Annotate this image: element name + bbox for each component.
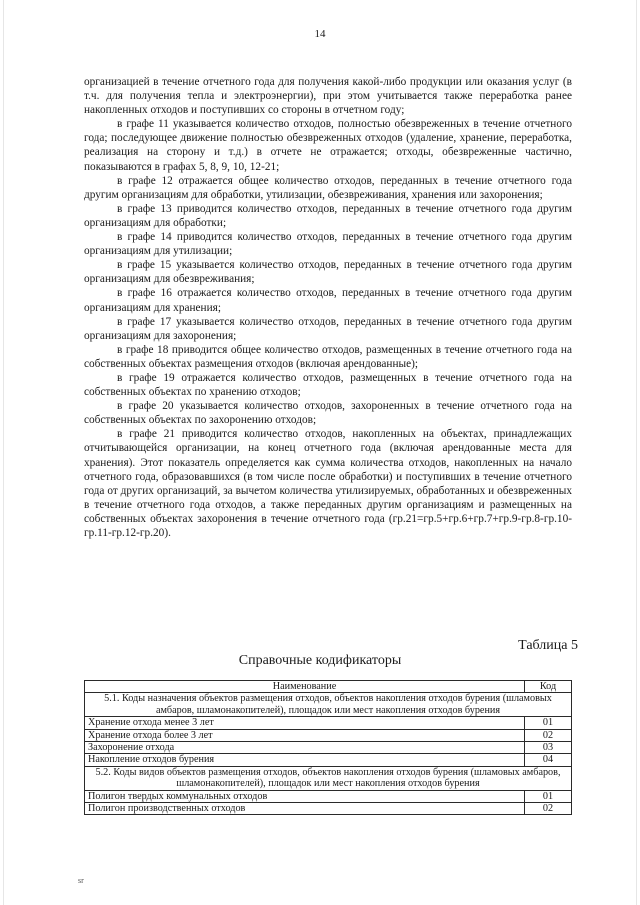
paragraph: в графе 11 указывается количество отходов, полностью обезвреженных в течение отчетного года; последующее движение полностью обезвреженных отходов (удаление, хранение, переработка, реализация на сторону и т.д.) в отчете не отражается; отходы, обезвреженные частично, показываются в графах 5, 8, 9, 10, 12-21; xyxy=(84,118,572,173)
cell-name: Полигон производственных отходов xyxy=(85,803,525,815)
cell-name: Полигон твердых коммунальных отходов xyxy=(85,790,525,802)
section-title: 5.2. Коды видов объектов размещения отходов, объектов накопления отходов бурения (шламовых амбаров, шламонакопителей), площадок или мест накопления отходов бурения xyxy=(85,766,572,790)
paragraph: в графе 13 приводится количество отходов, переданных в течение отчетного года другим организациям для обработки; xyxy=(84,202,572,229)
cell-code: 02 xyxy=(525,803,572,815)
cell-code: 01 xyxy=(525,717,572,729)
table-row xyxy=(85,754,572,766)
cell-code: 03 xyxy=(525,742,572,754)
cell-name: Захоронение отхода xyxy=(85,742,525,754)
table-section-row xyxy=(85,766,572,790)
table-title: Справочные кодификаторы xyxy=(238,653,402,668)
table-row xyxy=(85,717,572,729)
cell-name: Накопление отходов бурения xyxy=(85,754,525,766)
cell-code: 01 xyxy=(525,790,572,802)
table-header-row xyxy=(85,681,572,693)
section-title: 5.1. Коды назначения объектов размещения отходов, объектов накопления отходов бурения (шламовых амбаров, шламонакопителей), площадок или мест накопления отходов бурения xyxy=(85,693,572,717)
page-number: 14 xyxy=(314,28,326,40)
paragraph: организацией в течение отчетного года для получения какой-либо продукции или оказания услуг (в т.ч. для получения тепла и электроэнергии), при этом учитывается также переработка ранее накопленных отходов и поступивших со стороны в отчетном году; xyxy=(84,76,572,117)
table-section-row xyxy=(85,693,572,717)
paragraph: в графе 21 приводится количество отходов, накопленных на объектах, принадлежащих отчитывающейся организации, на конец отчетного года (включая арендованные места для хранения). Этот показатель определяется как сумма количества отходов, накопленных на начало отчетного года, образовавшихся (в том числе после обработки) и поступивших в течение отчетного года от других организаций, за вычетом количества утилизируемых, обработанных и обезвреженных в течение отчетного года отходов, а также переданных другим организациям и размещенных на собственных объектах захоронения в течение отчетного года (гр.21=гр.5+гр.6+гр.7+гр.9-гр.8-гр.10-гр.11-гр.12-гр.20). xyxy=(84,428,572,539)
paragraph: в графе 20 указывается количество отходов, захороненных в течение отчетного года на собственных объектах по захоронению отходов; xyxy=(84,400,572,427)
scan-edge-right xyxy=(636,0,637,905)
cell-name: Хранение отхода менее 3 лет xyxy=(85,717,525,729)
table-row xyxy=(85,742,572,754)
paragraph: в графе 18 приводится общее количество отходов, размещенных в течение отчетного года на собственных объектах размещения отходов (включая арендованные); xyxy=(84,343,572,370)
codes-table-body xyxy=(85,693,572,815)
paragraph: в графе 17 указывается количество отходов, переданных в течение отчетного года другим организациям для захоронения; xyxy=(84,315,572,342)
table-caption: Таблица 5 xyxy=(518,638,578,653)
paragraph: в графе 14 приводится количество отходов, переданных в течение отчетного года другим организациям для утилизации; xyxy=(84,231,572,258)
codes-table xyxy=(84,680,572,815)
scan-edge-left xyxy=(3,0,4,905)
paragraph: в графе 15 указывается количество отходов, переданных в течение отчетного года другим организациям для обезвреживания; xyxy=(84,259,572,286)
cell-name: Хранение отхода более 3 лет xyxy=(85,729,525,741)
paragraph: в графе 16 отражается количество отходов, переданных в течение отчетного года другим организациям для хранения; xyxy=(84,287,572,314)
table-row xyxy=(85,729,572,741)
table-row xyxy=(85,790,572,802)
body-text xyxy=(84,75,572,540)
cell-code: 02 xyxy=(525,729,572,741)
header-name: Наименование xyxy=(85,681,525,693)
paragraph: в графе 12 отражается общее количество отходов, переданных в течение отчетного года другим организациям для обработки, утилизации, обезвреживания, хранения или захоронения; xyxy=(84,174,572,201)
paragraph: в графе 19 отражается количество отходов, размещенных в течение отчетного года на собственных объектах по хранению отходов; xyxy=(84,371,572,399)
header-code: Код xyxy=(525,681,572,693)
cell-code: 04 xyxy=(525,754,572,766)
table-row xyxy=(85,803,572,815)
footer-mark: sr xyxy=(78,876,84,885)
